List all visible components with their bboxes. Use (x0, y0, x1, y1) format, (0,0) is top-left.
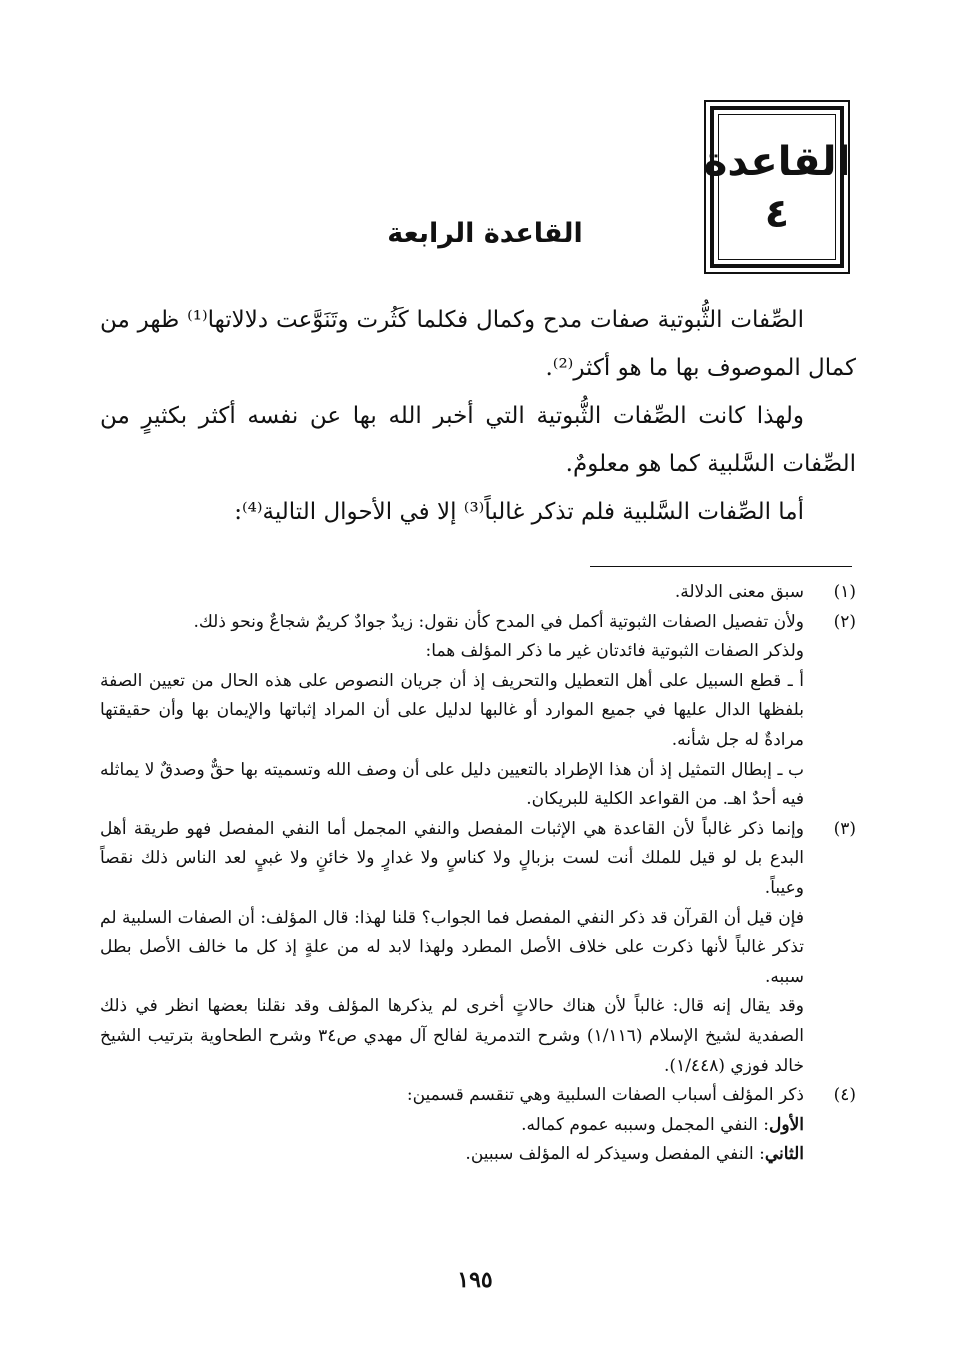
chapter-box (704, 100, 850, 274)
footnote-line: وقد يقال إنه قال: غالباً لأن هناك حالاتٍ أخرى لم يذكرها المؤلف وقد نقلنا بعضها انظر في ذلك الصفدية لشيخ الإسلام (١/١١٦) وشرح التدمرية لفالح آل مهدي ص٣٤ وشرح الطحاوية بترتيب الشيخ خالد فوزي (١/٤٤٨). (100, 996, 805, 1076)
page-number: ١٩٥ (457, 1267, 493, 1293)
footnote-3 (100, 815, 856, 1081)
footnote-line: سبق معنى الدلالة. (674, 582, 804, 602)
chapter-number: ٤ (764, 191, 790, 237)
paragraph: الصِّفات الثُّبوتية صفات مدح وكمال فكلما كَثُرت وتَنَوَّعت دلالاتها⁽¹⁾ ظهر من كمال الموصوف بها ما هو أكثر⁽²⁾. (100, 307, 856, 381)
footnote-number: (١) (833, 582, 856, 602)
paragraph: أما الصِّفات السَّلبية فلم تذكر غالباً⁽³⁾ إلا في الأحوال التالية⁽⁴⁾: (234, 499, 804, 525)
footnote-line: أ ـ قطع السبيل على أهل التعطيل والتحريف إذ أن جريان النصوص على هذه الحال من تعيين الصفة بلفظها الدال عليها في جميع الموارد أو غالبها لدليل على أن المراد إثباتها والإيمان بها وأن حقيقتها مرادةٌ له جل شأنه. (100, 670, 804, 750)
footnote-text (100, 1081, 804, 1170)
footnote-line: وإنما ذكر غالباً لأن القاعدة هي الإثبات المفصل والنفي المجمل أما النفي المفصل فهو طريقة أهل البدع بل لو قيل للملك أنت لست بزبالٍ ولا كناسٍ ولا غدارٍ ولا خائنٍ ولا غبيٍ لعد الناس ذلك نقصاً وعيباً. (100, 818, 804, 898)
footnote-text (100, 578, 804, 608)
footnote-text (100, 815, 804, 1081)
footnote-number: (٢) (833, 611, 856, 632)
footnote-line: ذكر المؤلف أسباب الصفات السلبية وهي تنقسم قسمين: (406, 1085, 804, 1106)
footnote-line: ولأن تفصيل الصفات الثبوتية أكمل في المدح كأن نقول: زيدٌ جوادٌ كريمٌ شجاعٌ ونحو ذلك. (193, 611, 804, 632)
footnote-item-term: الثاني (764, 1144, 804, 1165)
footnote-item-term: الأول (769, 1114, 804, 1135)
footnote-4 (100, 1081, 856, 1170)
footnote-line: ولذكر الصفات الثبوتية فائدتان غير ما ذكر المؤلف هما: (425, 641, 804, 662)
main-text (100, 296, 856, 536)
footnote-item-text: : النفي المجمل وسببه عموم كماله. (521, 1114, 770, 1135)
footnote-2 (100, 608, 856, 815)
footnote-item (100, 1111, 804, 1141)
chapter-word: القاعدة (703, 139, 851, 185)
footnote-number: (٣) (833, 818, 856, 839)
footnote-item-text: : النفي المفصل وسيذكر له المؤلف سببين. (465, 1144, 765, 1165)
rule-title: القاعدة الرابعة (387, 218, 583, 249)
footnote-text (100, 608, 804, 815)
footnote-1 (100, 578, 856, 608)
footnote-line: ب ـ إبطال التمثيل إذ أن هذا الإطراد بالتعيين دليل على أن وصف الله وتسميته بها حقٌّ وصدقٌ لا يماثله فيه أحدٌ اهـ. من القواعد الكلية للبريكان. (100, 759, 804, 810)
footnote-line: فإن قيل أن القرآن قد ذكر النفي المفصل فما الجواب؟ قلنا لهذا: قال المؤلف: أن الصفات السلبية لم تذكر غالباً لأنها ذكرت على خلاف الأصل المطرد ولهذا لابد له من علةٍ إذ كل ما خالف الأصل بطل سببه. (100, 907, 804, 987)
paragraph: ولهذا كانت الصِّفات الثُّبوتية التي أخبر الله بها عن نفسه أكثر بكثيرٍ من الصِّفات السَّلبية كما هو معلومٌ. (100, 403, 856, 477)
footnotes (100, 578, 856, 1170)
footnote-separator (590, 566, 852, 567)
footnote-item (100, 1140, 804, 1170)
footnote-number: (٤) (833, 1085, 856, 1106)
chapter-box-frame (703, 106, 851, 268)
